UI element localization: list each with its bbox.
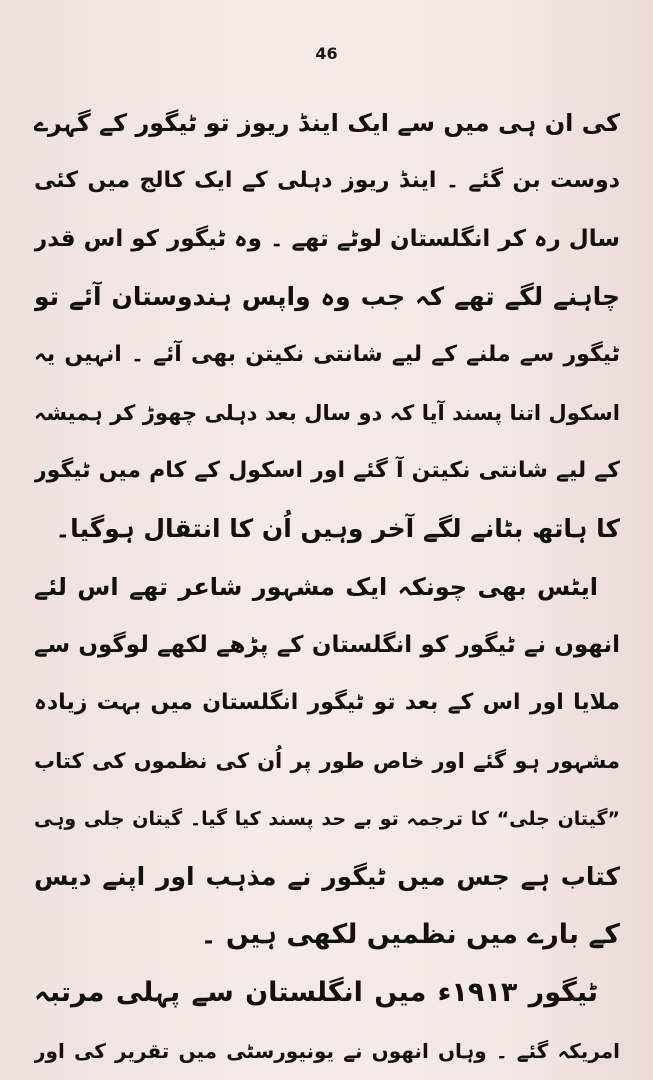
text-line-3: سال رہ کر انگلستان لوٹے تھے ۔ وہ ٹیگور کو اس قدر <box>34 226 620 252</box>
text-line-9: ایٹس بھی چونکہ ایک مشہور شاعر تھے اس لئے <box>34 573 598 601</box>
text-line-12: مشہور ہو گئے اور خاص طور پر اُن کی نظموں کی کتاب <box>34 749 620 773</box>
text-line-8: کا ہاتھ بٹانے لگے آخر وہیں اُن کا انتقال ہوگیا۔ <box>55 514 620 543</box>
text-line-2: دوست بن گئے ۔ اینڈ ریوز دہلی کے ایک کالج میں کئی <box>34 168 620 193</box>
text-line-16: ٹیگور ۱۹۱۳ء میں انگلستان سے پہلی مرتبہ <box>34 977 599 1008</box>
text-line-5: ٹیگور سے ملنے کے لیے شانتی نکیتن بھی آئے ۔ انہیں یہ <box>34 342 620 367</box>
text-line-17: امریکہ گئے ۔ وہاں انھوں نے یونیورسٹی میں تقریر کی اور <box>34 1039 620 1063</box>
text-line-11: ملایا اور اس کے بعد تو ٹیگور انگلستان میں بہت زیادہ <box>34 690 620 715</box>
text-line-6: اسکول اتنا پسند آیا کہ دو سال بعد دہلی چھوڑ کر ہمیشہ <box>34 401 620 425</box>
text-line-4: چاہنے لگے تھے کہ جب وہ واپس ہندوستان آئے تو <box>34 282 620 311</box>
text-line-10: انھوں نے ٹیگور کو انگلستان کے پڑھے لکھے لوگوں سے <box>34 632 620 658</box>
text-line-1: کی ان ہی میں سے ایک اینڈ ریوز تو ٹیگور کے گہرے <box>34 109 620 137</box>
body-text <box>34 94 620 1080</box>
text-line-15: کے بارے میں نظمیں لکھی ہیں ۔ <box>200 919 620 950</box>
page-number: 46 <box>315 44 338 63</box>
text-line-13: ”گیتان جلی“ کا ترجمہ تو بے حد پسند کیا گیا۔ گیتان جلی وہی <box>34 808 620 830</box>
text-line-7: کے لیے شانتی نکیتن آ گئے اور اسکول کے کام میں ٹیگور <box>34 458 620 483</box>
text-line-14: کتاب ہے جس میں ٹیگور نے مذہب اور اپنے دیس <box>34 862 620 891</box>
